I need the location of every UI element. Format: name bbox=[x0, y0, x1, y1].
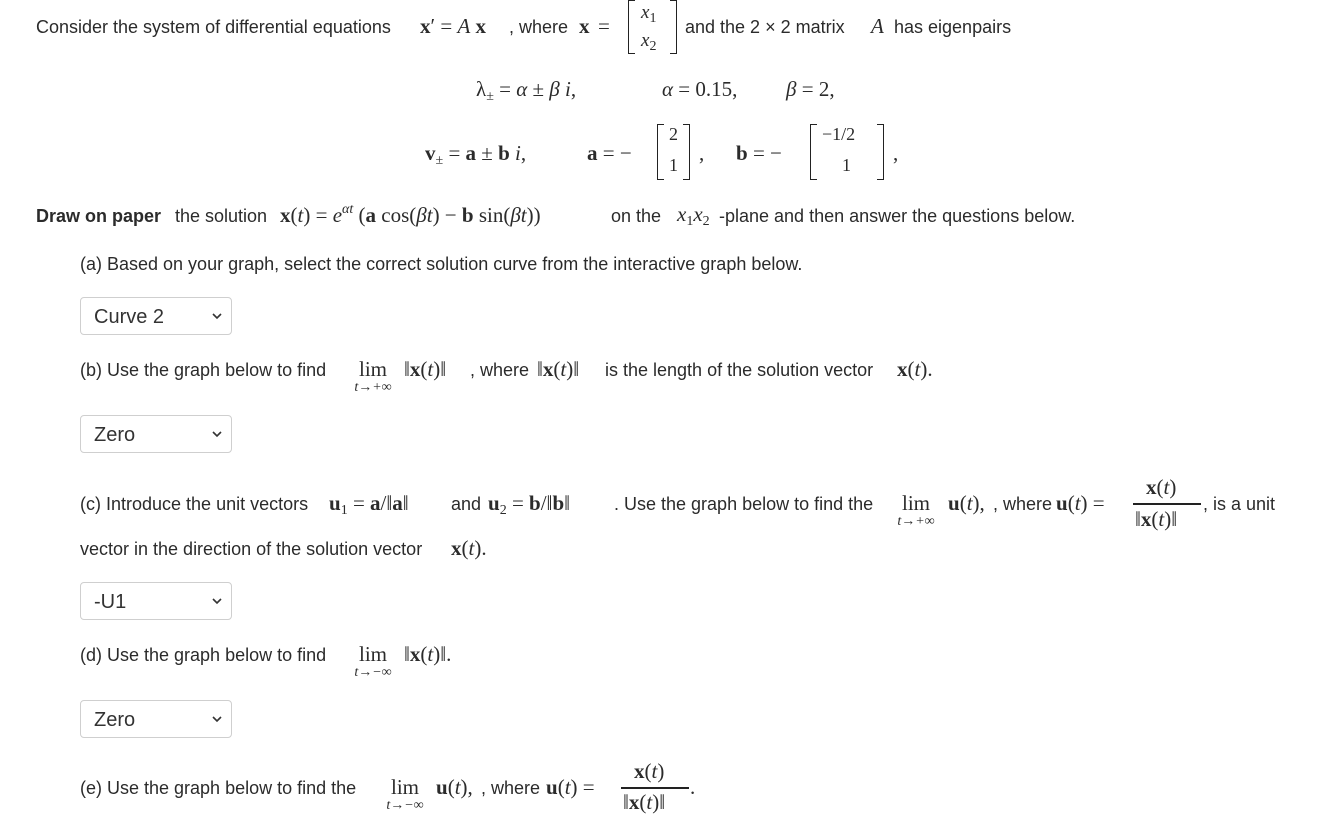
beta-eq: β = 2, bbox=[786, 77, 835, 101]
norm-x-d: ‖x(t)‖. bbox=[404, 642, 452, 666]
vector-a-2: 1 bbox=[669, 155, 678, 175]
answer-a-select[interactable] bbox=[80, 297, 232, 335]
limit-b: lim t→+∞ bbox=[354, 357, 392, 395]
intro-text-3: and the 2 × 2 matrix bbox=[685, 17, 845, 37]
limit-c: lim t→+∞ bbox=[897, 491, 935, 529]
chevron-down-icon bbox=[211, 595, 223, 607]
eigenvalue-eq: $\lambda_\pm = \alpha \pm \beta$ i, bbox=[476, 77, 577, 104]
question-b-post: is the length of the solution vector bbox=[605, 360, 874, 380]
question-b-mid: , where bbox=[470, 360, 530, 380]
alpha-eq: α = 0.15, bbox=[662, 77, 738, 101]
vector-b-right-bracket bbox=[877, 124, 884, 180]
norm-x-b: ‖x(t)‖ bbox=[404, 357, 447, 381]
norm-x-b2: ‖x(t)‖ bbox=[537, 357, 580, 381]
answer-d-select[interactable] bbox=[80, 700, 232, 738]
intro-eq-1: x′ = A x bbox=[420, 14, 487, 38]
question-c-and: and bbox=[451, 494, 482, 514]
answer-d-value: Zero bbox=[94, 709, 136, 731]
question-c-post: , is a unit bbox=[1203, 494, 1276, 514]
intro-text-2: , where bbox=[509, 17, 569, 37]
intro-text-4: has eigenpairs bbox=[894, 17, 1012, 37]
question-d-pre: (d) Use the graph below to find bbox=[80, 645, 327, 665]
vector-x-right-bracket bbox=[670, 0, 677, 54]
vector-x1: $x_1$ bbox=[641, 2, 657, 26]
intro-eq-sign: = bbox=[598, 14, 610, 38]
a-eq: a = − bbox=[587, 141, 632, 165]
question-a: (a) Based on your graph, select the correct solution curve from the interactive graph below. bbox=[80, 254, 803, 274]
u2-def: $u_2$ = b/‖b‖ bbox=[488, 491, 571, 518]
chevron-down-icon bbox=[211, 310, 223, 322]
question-b-pre: (b) Use the graph below to find bbox=[80, 360, 327, 380]
answer-a-value: Curve 2 bbox=[94, 306, 165, 328]
u-t-e: u(t), bbox=[436, 775, 473, 799]
answer-b-select[interactable] bbox=[80, 415, 232, 453]
draw-text-2: on the bbox=[611, 206, 662, 226]
draw-instruction-bold: Draw on paper bbox=[36, 206, 162, 226]
eigenvector-eq: $v_\pm = a \pm b$ i, bbox=[425, 141, 527, 168]
period-e: . bbox=[690, 775, 696, 799]
vector-x-left-bracket bbox=[628, 0, 635, 54]
vector-b-1: −1/2 bbox=[822, 124, 856, 144]
b-eq: b = − bbox=[736, 141, 782, 165]
u-t-c2: u(t) = bbox=[1056, 491, 1105, 515]
vector-a-left-bracket bbox=[657, 124, 664, 180]
limit-d: lim t→−∞ bbox=[354, 642, 392, 680]
frac-line-c bbox=[1133, 503, 1201, 505]
question-c-pre: (c) Introduce the unit vectors bbox=[80, 494, 309, 514]
question-c-mid: . Use the graph below to find the bbox=[614, 494, 874, 514]
frac-num-e: x(t) bbox=[634, 759, 665, 783]
question-c-where: , where bbox=[993, 494, 1053, 514]
question-e-where: , where bbox=[481, 778, 541, 798]
vector-b-left-bracket bbox=[810, 124, 817, 180]
answer-c-select[interactable] bbox=[80, 582, 232, 620]
comma-a: , bbox=[699, 141, 705, 165]
frac-den-c: ‖x(t)‖ bbox=[1135, 507, 1178, 531]
u-t-c: u(t), bbox=[948, 491, 985, 515]
question-e-pre: (e) Use the graph below to find the bbox=[80, 778, 357, 798]
intro-text-1: Consider the system of differential equations bbox=[36, 17, 391, 37]
comma-b: , bbox=[893, 141, 899, 165]
answer-c-value: -U1 bbox=[94, 591, 127, 613]
vector-a-right-bracket bbox=[683, 124, 690, 180]
limit-e: lim t→−∞ bbox=[386, 775, 424, 813]
vector-a-1: 2 bbox=[669, 124, 678, 144]
x-t-b: x(t). bbox=[897, 357, 933, 381]
vector-x2: $x_2$ bbox=[641, 30, 657, 54]
chevron-down-icon bbox=[211, 428, 223, 440]
x-t-c: x(t). bbox=[451, 536, 487, 560]
frac-den-e: ‖x(t)‖ bbox=[623, 790, 666, 814]
vector-b-2: 1 bbox=[842, 155, 851, 175]
solution-formula: $x(t) = e^{\alpha t}$ (a cos(βt) − b sin(βt)) bbox=[280, 202, 541, 227]
chevron-down-icon bbox=[211, 713, 223, 725]
u-t-e2: u(t) = bbox=[546, 775, 595, 799]
intro-matrix-A: A bbox=[871, 14, 884, 38]
plane-label: $x_1x_2$ bbox=[677, 202, 710, 229]
question-c-line2: vector in the direction of the solution vector bbox=[80, 539, 423, 559]
u1-def: $u_1$ = a/‖a‖ bbox=[329, 491, 409, 518]
draw-text-1: the solution bbox=[175, 206, 268, 226]
draw-text-3: -plane and then answer the questions below. bbox=[719, 206, 1076, 226]
frac-num-c: x(t) bbox=[1146, 475, 1177, 499]
frac-line-e bbox=[621, 787, 689, 789]
intro-x-bold: x bbox=[579, 14, 590, 38]
answer-b-value: Zero bbox=[94, 424, 136, 446]
